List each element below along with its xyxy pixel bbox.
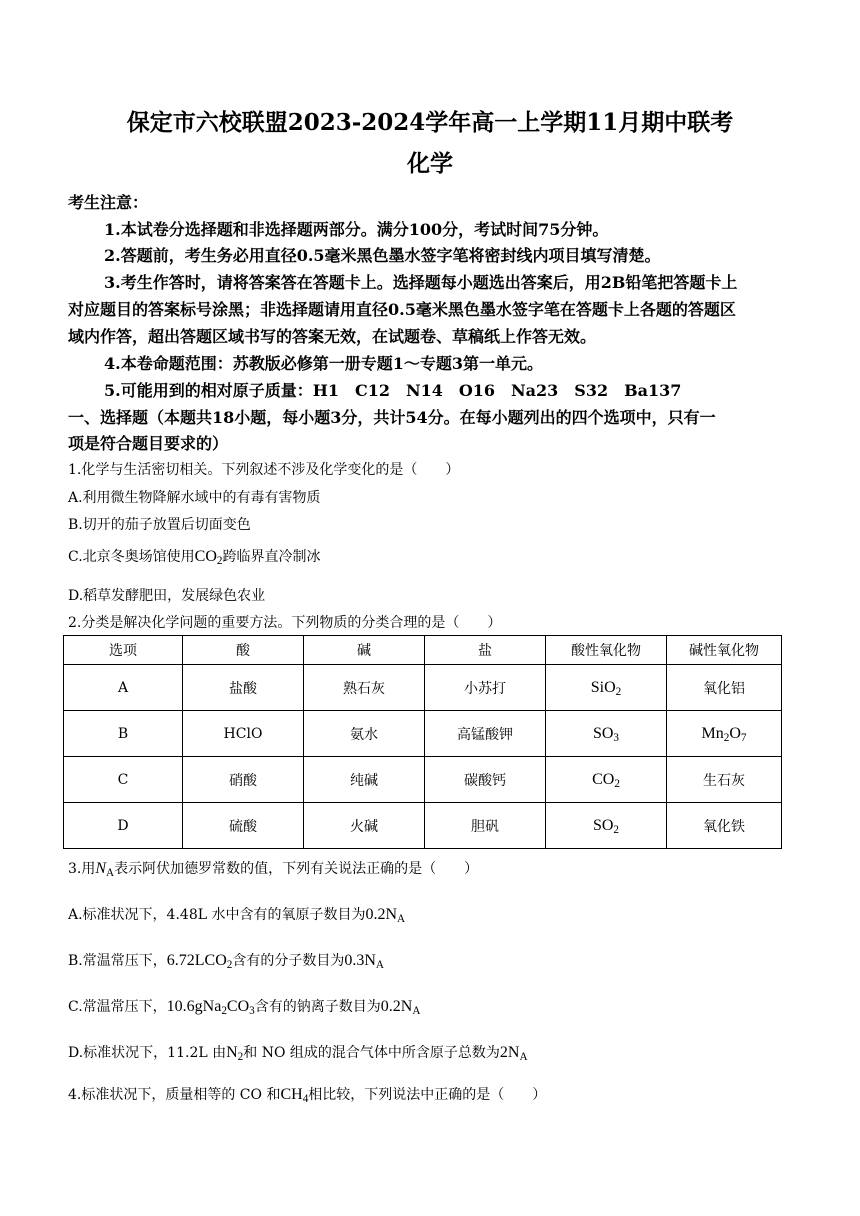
table-cell: 氧化铁	[667, 803, 782, 849]
table-cell: 熟石灰	[304, 665, 425, 711]
exam-title: 保定市六校联盟2023-2024学年高一上学期11月期中联考	[126, 109, 734, 136]
table-cell: D	[64, 803, 183, 849]
table-cell: HClO	[183, 711, 304, 757]
co2-formula: $CO_2$	[194, 548, 223, 567]
table-row	[64, 711, 782, 757]
table-cell: 碳酸钙	[425, 757, 546, 803]
q2-classification-table	[63, 635, 782, 849]
table-header-row	[64, 636, 782, 665]
table-header-cell: 酸	[183, 636, 304, 665]
table-cell: 盐酸	[183, 665, 304, 711]
table-row	[64, 803, 782, 849]
table-cell: SiO$_2$	[546, 665, 667, 711]
table-header-cell: 盐	[425, 636, 546, 665]
q3-option-d: D.标准状况下，11.2L 由$N_2$和 NO 组成的混合气体中所含原子总数为$2N_A$	[68, 1044, 528, 1063]
table-cell: $SO_3$	[546, 711, 667, 757]
na-symbol: $N_A$	[95, 860, 115, 879]
q1-option-d: D.稻草发酵肥田，发展绿色农业	[68, 588, 266, 604]
q1-option-c: C.北京冬奥场馆使用$CO_2$跨临界直冷制冰	[68, 548, 321, 567]
table-cell: $SO_2$	[546, 803, 667, 849]
table-cell: 高锰酸钾	[425, 711, 546, 757]
exam-subject: 化学	[407, 150, 453, 177]
table-cell: 氧化铝	[667, 665, 782, 711]
table-cell: C	[64, 757, 183, 803]
notice-item-1: 1.本试卷分选择题和非选择题两部分。满分100分，考试时间75分钟。	[104, 220, 609, 239]
q3-option-c: C.常温常压下，$10.6gNa_2CO_3$含有的钠离子数目为$0.2N_A$	[68, 998, 421, 1017]
table-cell: 胆矾	[425, 803, 546, 849]
table-row	[64, 757, 782, 803]
table-cell: 小苏打	[425, 665, 546, 711]
notice-item-3-cont-2: 域内作答，超出答题区域书写的答案无效，在试题卷、草稿纸上作答无效。	[68, 327, 597, 346]
q1-option-a: A.利用微生物降解水域中的有毒有害物质	[68, 490, 321, 506]
notice-item-2: 2.答题前，考生务必用直径0.5毫米黑色墨水签字笔将密封线内项目填写清楚。	[104, 246, 661, 265]
q4-stem: 4.标准状况下，质量相等的 CO 和$CH_4$相比较，下列说法中正确的是（ ）	[68, 1086, 547, 1105]
q2-stem: 2.分类是解决化学问题的重要方法。下列物质的分类合理的是（ ）	[68, 615, 502, 631]
table-header-cell: 选项	[64, 636, 183, 665]
table-header-cell: 酸性氧化物	[546, 636, 667, 665]
q1-stem: 1.化学与生活密切相关。下列叙述不涉及化学变化的是（ ）	[68, 462, 460, 478]
table-cell: $CO_2$	[546, 757, 667, 803]
table-cell: 火碱	[304, 803, 425, 849]
q3-option-a: A.标准状况下，4.48L 水中含有的氧原子数目为$0.2N_A$	[68, 906, 406, 925]
q3-stem: 3.用$N_A$表示阿伏加德罗常数的值，下列有关说法正确的是（ ）	[68, 860, 479, 879]
notice-item-3: 3.考生作答时，请将答案答在答题卡上。选择题每小题选出答案后，用2B铅笔把答题卡上	[104, 273, 738, 292]
table-cell: 氨水	[304, 711, 425, 757]
notice-heading: 考生注意：	[68, 193, 149, 212]
notice-item-5: 5.可能用到的相对原子质量：H1 C12 N14 O16 Na23 S32 Ba137	[104, 381, 682, 400]
q1-option-b: B.切开的茄子放置后切面变色	[68, 517, 251, 533]
table-row	[64, 665, 782, 711]
q3-option-b: B.常温常压下，$6.72LCO_2$含有的分子数目为$0.3N_A$	[68, 952, 384, 971]
table-cell: B	[64, 711, 183, 757]
table-cell: 硫酸	[183, 803, 304, 849]
table-cell: $Mn_2O_7$	[667, 711, 782, 757]
table-header-cell: 碱	[304, 636, 425, 665]
notice-item-3-cont-1: 对应题目的答案标号涂黑；非选择题请用直径0.5毫米黑色墨水签字笔在答题卡上各题的答题区	[68, 300, 736, 319]
table-cell: 生石灰	[667, 757, 782, 803]
table-cell: 硝酸	[183, 757, 304, 803]
table-cell: 纯碱	[304, 757, 425, 803]
table-cell: A	[64, 665, 183, 711]
section-heading-line-2: 项是符合题目要求的）	[68, 434, 229, 453]
section-heading-line-1: 一、选择题（本题共18小题，每小题3分，共计54分。在每小题列出的四个选项中，只有一	[68, 408, 716, 427]
table-header-cell: 碱性氧化物	[667, 636, 782, 665]
notice-item-4: 4.本卷命题范围：苏教版必修第一册专题1～专题3第一单元。	[104, 354, 543, 373]
